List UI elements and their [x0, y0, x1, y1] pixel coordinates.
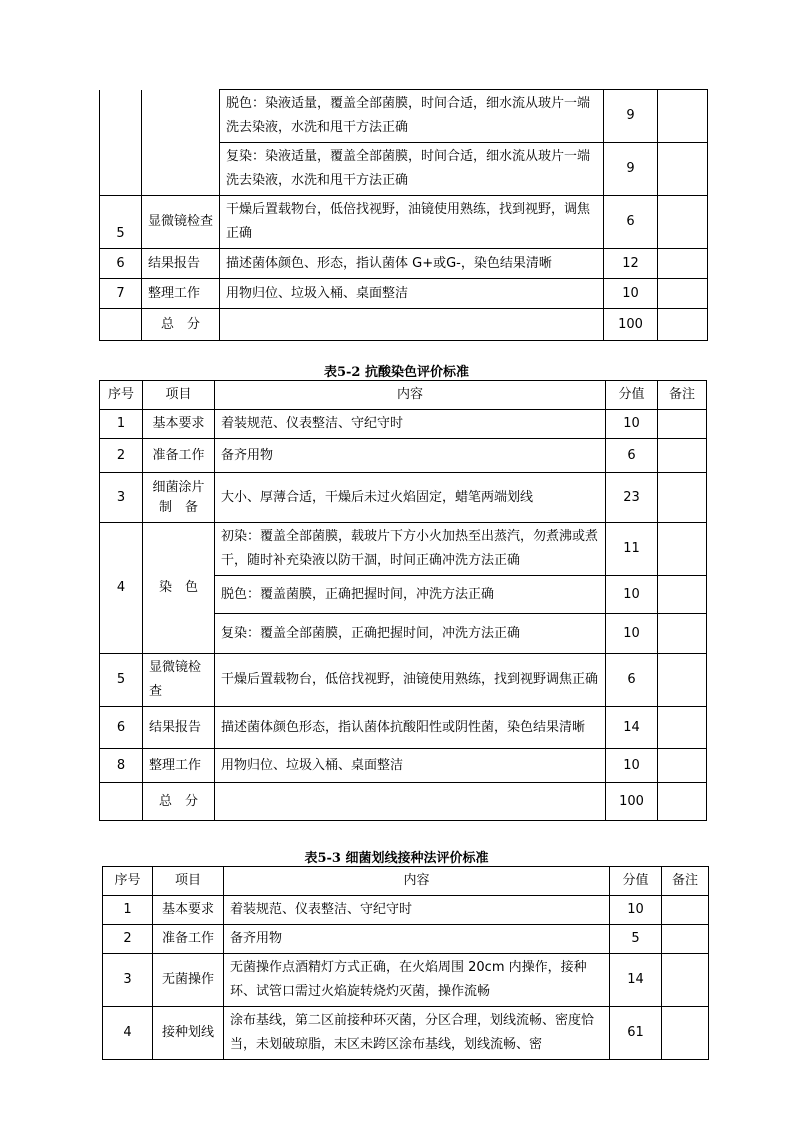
table-row [103, 954, 709, 1007]
score-cell: 11 [606, 523, 658, 576]
table-streak-plate [102, 866, 709, 1060]
table-row [100, 654, 707, 707]
table-row [100, 783, 707, 821]
table-title: 表5-2 抗酸染色评价标准 [323, 365, 469, 380]
header-content: 内容 [224, 867, 610, 896]
item-cell: 基本要求 [143, 410, 215, 439]
no-cell: 1 [100, 410, 143, 439]
score-cell: 14 [606, 707, 658, 749]
total-score: 100 [604, 309, 658, 341]
total-score: 100 [606, 783, 658, 821]
total-label: 总 分 [143, 783, 215, 821]
note-cell [658, 473, 707, 523]
note-cell [658, 783, 707, 821]
item-cell: 无菌操作 [153, 954, 224, 1007]
item-cell: 接种划线 [153, 1007, 224, 1060]
score-cell: 6 [604, 196, 658, 249]
content-cell [215, 783, 606, 821]
table-row [103, 896, 709, 925]
content-cell: 用物归位、垃圾入桶、桌面整洁 [220, 279, 604, 309]
content-cell: 着装规范、仪表整洁、守纪守时 [224, 896, 610, 925]
content-cell: 干燥后置载物台，低倍找视野，油镜使用熟练，找到视野，调焦正确 [220, 196, 604, 249]
item-cell: 整理工作 [142, 279, 220, 309]
item-cell: 结果报告 [143, 707, 215, 749]
note-cell [658, 279, 708, 309]
content-cell: 复染：染液适量，覆盖全部菌膜，时间合适，细水流从玻片一端洗去染液，水洗和甩干方法正确 [220, 143, 604, 196]
header-content: 内容 [215, 381, 606, 410]
content-cell: 描述菌体颜色、形态，指认菌体 G+或G-，染色结果清晰 [220, 249, 604, 279]
no-cell: 2 [103, 925, 153, 954]
header-score: 分值 [610, 867, 662, 896]
no-cell: 7 [100, 279, 142, 309]
table-gram-stain-continued [99, 89, 708, 341]
item-cell: 显微镜检查 [143, 654, 215, 707]
table-row [100, 473, 707, 523]
item-cell: 结果报告 [142, 249, 220, 279]
score-cell: 23 [606, 473, 658, 523]
item-cell [143, 473, 215, 523]
no-cell: 4 [103, 1007, 153, 1060]
content-cell [220, 309, 604, 341]
header-no: 序号 [103, 867, 153, 896]
table-row [100, 279, 708, 309]
table-row [100, 90, 708, 143]
note-cell [658, 523, 707, 576]
item-line: 制 备 [158, 499, 198, 515]
note-cell [662, 925, 709, 954]
table-row [100, 439, 707, 473]
table-row [100, 707, 707, 749]
header-item: 项目 [153, 867, 224, 896]
item-cell: 显微镜检查 [142, 196, 220, 249]
content-cell: 无菌操作点酒精灯方式正确，在火焰周围 20cm 内操作，接种环、试管口需过火焰旋转烧灼灭菌，操作流畅 [224, 954, 610, 1007]
no-cell: 3 [103, 954, 153, 1007]
note-cell [662, 896, 709, 925]
no-cell: 1 [103, 896, 153, 925]
note-cell [658, 707, 707, 749]
no-cell: 2 [100, 439, 143, 473]
item-cell: 基本要求 [153, 896, 224, 925]
content-cell: 备齐用物 [215, 439, 606, 473]
table-row [103, 1007, 709, 1060]
note-cell [658, 410, 707, 439]
content-cell: 复染：覆盖全部菌膜，正确把握时间，冲洗方法正确 [215, 614, 606, 654]
note-cell [658, 249, 708, 279]
score-cell: 10 [604, 279, 658, 309]
item-line: 细菌涂片 [152, 479, 205, 495]
table-row [100, 309, 708, 341]
score-cell: 14 [610, 954, 662, 1007]
table-header-row [100, 381, 707, 410]
score-cell: 9 [604, 90, 658, 143]
note-cell [658, 749, 707, 783]
table-row [100, 410, 707, 439]
content-cell: 初染：覆盖全部菌膜，载玻片下方小火加热至出蒸汽，勿煮沸或煮干，随时补充染液以防干涸，时间正确冲洗方法正确 [215, 523, 606, 576]
score-cell: 10 [606, 749, 658, 783]
item-cell: 准备工作 [143, 439, 215, 473]
note-cell [658, 196, 708, 249]
content-cell: 脱色：染液适量，覆盖全部菌膜，时间合适，细水流从玻片一端洗去染液，水洗和甩干方法正确 [220, 90, 604, 143]
score-cell: 10 [610, 896, 662, 925]
header-note: 备注 [658, 381, 707, 410]
content-cell: 描述菌体颜色形态，指认菌体抗酸阳性或阴性菌，染色结果清晰 [215, 707, 606, 749]
note-cell [658, 439, 707, 473]
score-cell: 12 [604, 249, 658, 279]
note-cell [658, 143, 708, 196]
no-cell: 5 [100, 196, 142, 249]
table-row [100, 523, 707, 576]
score-cell: 10 [606, 576, 658, 614]
note-cell [662, 954, 709, 1007]
item-cell: 准备工作 [153, 925, 224, 954]
score-cell: 6 [606, 654, 658, 707]
score-cell: 6 [606, 439, 658, 473]
note-cell [658, 654, 707, 707]
content-cell: 脱色：覆盖菌膜，正确把握时间，冲洗方法正确 [215, 576, 606, 614]
header-score: 分值 [606, 381, 658, 410]
no-cell: 3 [100, 473, 143, 523]
no-cell: 6 [100, 249, 142, 279]
header-note: 备注 [662, 867, 709, 896]
note-cell [658, 576, 707, 614]
content-cell: 干燥后置载物台，低倍找视野，油镜使用熟练，找到视野调焦正确 [215, 654, 606, 707]
no-cell [100, 783, 143, 821]
total-label: 总 分 [142, 309, 220, 341]
header-no: 序号 [100, 381, 143, 410]
score-cell: 61 [610, 1007, 662, 1060]
item-cell: 染 色 [143, 523, 215, 654]
no-cell: 4 [100, 523, 143, 654]
table-header-row [103, 867, 709, 896]
note-cell [658, 90, 708, 143]
table-acid-fast-stain [99, 380, 707, 821]
table-row [100, 196, 708, 249]
note-cell [658, 614, 707, 654]
score-cell: 9 [604, 143, 658, 196]
item-cell [142, 90, 220, 196]
content-cell: 涂布基线，第二区前接种环灭菌，分区合理，划线流畅、密度恰当，未划破琼脂，末区未跨区涂布基线，划线流畅、密 [224, 1007, 610, 1060]
no-cell: 5 [100, 654, 143, 707]
content-cell: 用物归位、垃圾入桶、桌面整洁 [215, 749, 606, 783]
item-cell: 整理工作 [143, 749, 215, 783]
table-row [100, 249, 708, 279]
content-cell: 备齐用物 [224, 925, 610, 954]
score-cell: 5 [610, 925, 662, 954]
note-cell [658, 309, 708, 341]
header-item: 项目 [143, 381, 215, 410]
score-cell: 10 [606, 410, 658, 439]
table-row [103, 925, 709, 954]
score-cell: 10 [606, 614, 658, 654]
table-row [100, 749, 707, 783]
note-cell [662, 1007, 709, 1060]
no-cell [100, 90, 142, 196]
content-cell: 大小、厚薄合适，干燥后未过火焰固定，蜡笔两端划线 [215, 473, 606, 523]
content-cell: 着装规范、仪表整洁、守纪守时 [215, 410, 606, 439]
table-title: 表5-3 细菌划线接种法评价标准 [304, 851, 489, 866]
no-cell [100, 309, 142, 341]
no-cell: 6 [100, 707, 143, 749]
no-cell: 8 [100, 749, 143, 783]
